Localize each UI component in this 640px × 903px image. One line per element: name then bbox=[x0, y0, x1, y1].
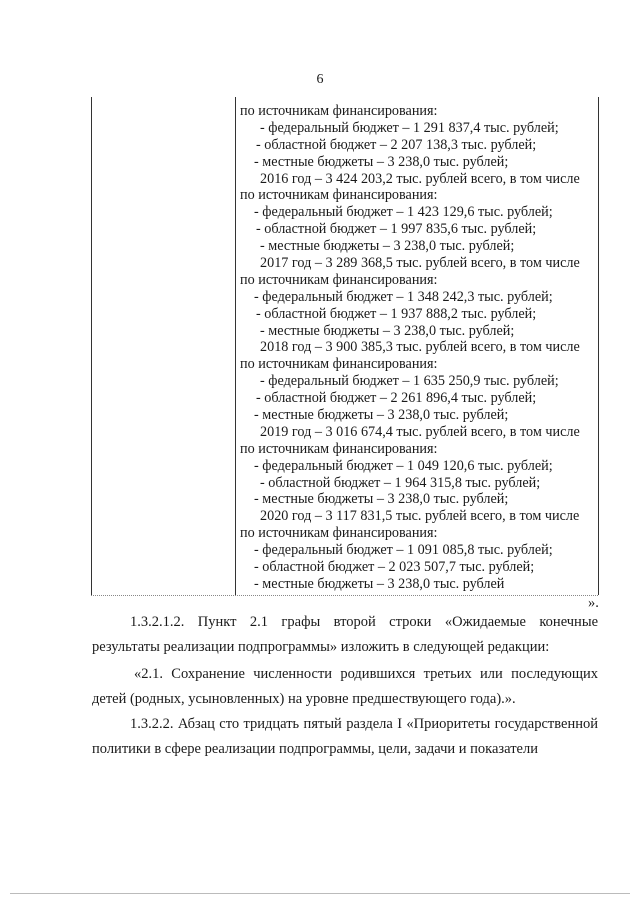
funding-line: 2016 год – 3 424 203,2 тыс. рублей всего, в том числе bbox=[260, 170, 580, 187]
funding-line: 2020 год – 3 117 831,5 тыс. рублей всего, в том числе bbox=[260, 508, 580, 525]
funding-line: - федеральный бюджет – 1 635 250,9 тыс. рублей; bbox=[260, 373, 559, 390]
funding-cell bbox=[240, 103, 600, 593]
funding-line: - федеральный бюджет – 1 291 837,4 тыс. рублей; bbox=[260, 119, 559, 136]
funding-line: - областной бюджет – 2 207 138,3 тыс. рублей; bbox=[256, 136, 537, 153]
funding-line: 2017 год – 3 289 368,5 тыс. рублей всего, в том числе bbox=[260, 255, 580, 272]
funding-line: - местные бюджеты – 3 238,0 тыс. рублей bbox=[254, 575, 505, 592]
page-bottom-edge bbox=[10, 893, 630, 894]
funding-line: 2019 год – 3 016 674,4 тыс. рублей всего, в том числе bbox=[260, 423, 580, 440]
funding-line: - областной бюджет – 2 023 507,7 тыс. рублей; bbox=[254, 559, 535, 576]
paragraph-item-1-3-2-1-2: 1.3.2.1.2. Пункт 2.1 графы второй строки «Ожидаемые конечные результаты реализации подпрограммы» изложить в следующей редакции: bbox=[92, 614, 598, 655]
funding-line: по источникам финансирования: bbox=[240, 356, 438, 373]
funding-line: по источникам финансирования: bbox=[240, 525, 438, 542]
funding-line: - местные бюджеты – 3 238,0 тыс. рублей; bbox=[260, 238, 515, 255]
closing-quote: ». bbox=[588, 595, 599, 611]
table-column-divider bbox=[235, 97, 236, 595]
table-left-border bbox=[91, 97, 92, 595]
table-bottom-border bbox=[91, 595, 598, 596]
funding-line: - местные бюджеты – 3 238,0 тыс. рублей; bbox=[260, 322, 515, 339]
funding-line: по источникам финансирования: bbox=[240, 103, 438, 119]
funding-line: - областной бюджет – 1 964 315,8 тыс. рублей; bbox=[260, 474, 541, 491]
funding-line: по источникам финансирования: bbox=[240, 187, 438, 204]
page-number: 6 bbox=[316, 72, 324, 87]
funding-line: - областной бюджет – 1 997 835,6 тыс. рублей; bbox=[256, 221, 537, 238]
funding-line: по источникам финансирования: bbox=[240, 440, 438, 457]
funding-line: - местные бюджеты – 3 238,0 тыс. рублей; bbox=[254, 153, 509, 170]
funding-line: - федеральный бюджет – 1 049 120,6 тыс. рублей; bbox=[254, 457, 553, 474]
funding-line: - федеральный бюджет – 1 423 129,6 тыс. рублей; bbox=[254, 204, 553, 221]
funding-line: - местные бюджеты – 3 238,0 тыс. рублей; bbox=[254, 407, 509, 424]
paragraph-quoted-item-2-1: «2.1. Сохранение численности родившихся третьих или последующих детей (родных, усыновленных) на уровне предшествующего года).». bbox=[92, 666, 598, 707]
funding-line: 2018 год – 3 900 385,3 тыс. рублей всего, в том числе bbox=[260, 339, 580, 356]
funding-line: - местные бюджеты – 3 238,0 тыс. рублей; bbox=[254, 491, 509, 508]
funding-line: - областной бюджет – 2 261 896,4 тыс. рублей; bbox=[256, 390, 537, 407]
funding-line: по источникам финансирования: bbox=[240, 271, 438, 288]
funding-line: - федеральный бюджет – 1 348 242,3 тыс. рублей; bbox=[254, 288, 553, 305]
paragraph-item-1-3-2-2: 1.3.2.2. Абзац сто тридцать пятый раздела I «Приоритеты государственной политики в сфере реализации подпрограммы, цели, задачи и показатели bbox=[92, 716, 598, 757]
funding-line: - федеральный бюджет – 1 091 085,8 тыс. рублей; bbox=[254, 542, 553, 559]
funding-line: - областной бюджет – 1 937 888,2 тыс. рублей; bbox=[256, 305, 537, 322]
